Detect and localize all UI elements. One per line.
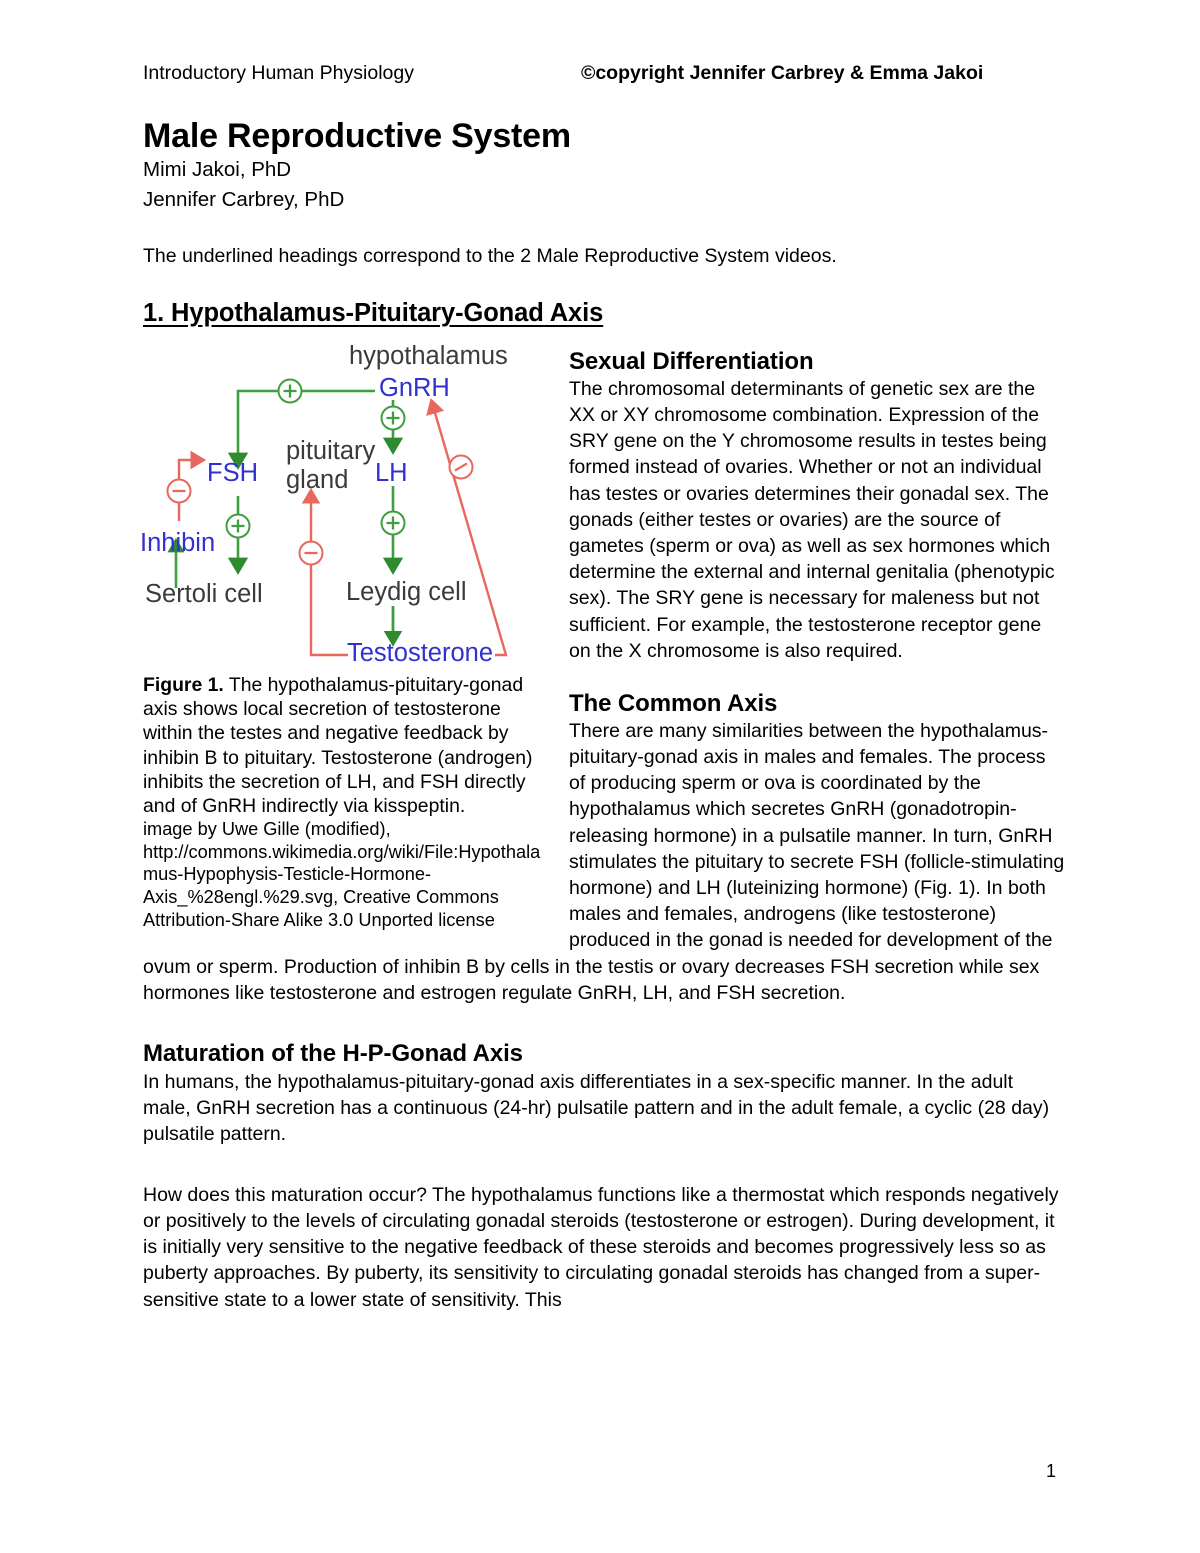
- hpg-axis-svg: [143, 348, 543, 673]
- diagram-node-leydig-cell: Leydig cell: [346, 578, 467, 607]
- diagram-node-pituitary-line1: pituitary: [286, 437, 376, 466]
- section-1-heading-wrap: [143, 269, 1065, 328]
- page-title: Male Reproductive System: [143, 117, 571, 156]
- diagram-node-testosterone: Testosterone: [347, 639, 494, 668]
- figure-1-caption: [143, 673, 539, 818]
- sexual-differentiation-heading: Sexual Differentiation: [569, 348, 814, 376]
- diagram-node-pituitary-line2: gland: [286, 466, 349, 495]
- maturation-heading: Maturation of the H-P-Gonad Axis: [143, 1040, 523, 1068]
- diagram-node-hypothalamus: hypothalamus: [349, 342, 508, 371]
- common-axis-heading: The Common Axis: [569, 690, 778, 718]
- diagram-node-gnrh: GnRH: [379, 374, 450, 403]
- common-axis-body: There are many similarities between the hypothalamus-pituitary-gonad axis in males and females. The process of producing sperm or ova is coordinated by the hypothalamus which secretes GnRH (gonadotropin-releasing hormone) in a pulsatile manner. In turn, GnRH stimulates the pituitary to secrete FSH (follicle-stimulating hormone) and LH (luteinizing hormone) (Fig. 1). In both males and females, androgens (like testosterone) produced in the gonad is needed for development of the ovum or sperm. Production of inhibin B by cells in the testis or ovary decreases FSH secretion while sex hormones like testosterone and estrogen regulate GnRH, LH, and FSH secretion.: [143, 719, 1065, 1004]
- author-1: Mimi Jakoi, PhD: [143, 158, 292, 182]
- maturation-paragraph-2: How does this maturation occur? The hypothalamus functions like a thermostat which responds negatively or positively to the levels of circulating gonadal steroids (testosterone or estrogen). During development, it is initially very sensitive to the negative feedback of these steroids and becomes progressively less so as puberty approaches. By puberty, its sensitivity to circulating gonadal steroids has changed from a super-sensitive state to a lower state of sensitivity. This: [143, 1183, 1059, 1311]
- intro-note: The underlined headings correspond to the 2 Male Reproductive System videos.: [143, 244, 837, 267]
- figure-and-text-region: [140, 342, 1065, 1006]
- figure-1-caption-text: The hypothalamus-pituitary-gonad axis shows local secretion of testosterone within the testes and negative feedback by inhibin B to pituitary. Testosterone (androgen) inhibits the secretion of LH, and FSH directly and of GnRH indirectly via kisspeptin.: [143, 674, 533, 817]
- author-2: Jennifer Carbrey, PhD: [143, 187, 345, 211]
- maturation-paragraph-1: In humans, the hypothalamus-pituitary-gonad axis differentiates in a sex-specific manner. In the adult male, GnRH secretion has a continuous (24-hr) pulsatile pattern and in the adult female, a cyclic (28 day) pulsatile pattern.: [143, 1071, 1050, 1146]
- page-number: 1: [1046, 1461, 1057, 1481]
- figure-1-credit: image by Uwe Gille (modified), http://commons.wikimedia.org/wiki/File:Hypothalamus-Hypophysis-Testicle-Hormone-Axis_%28engl.%29.svg, Creative Commons Attribution-Share Alike 3.0 Unported license: [143, 818, 541, 930]
- diagram-node-fsh: FSH: [207, 459, 258, 488]
- running-header: [143, 0, 1065, 85]
- section-1-heading: 1. Hypothalamus-Pituitary-Gonad Axis: [143, 299, 604, 328]
- diagram-node-inhibin: Inhibin: [140, 529, 216, 558]
- page-content: [140, 0, 1065, 1313]
- diagram-node-lh: LH: [375, 459, 408, 488]
- running-header-left: Introductory Human Physiology: [143, 62, 414, 84]
- running-header-copyright: ©copyright Jennifer Carbrey & Emma Jakoi: [580, 62, 984, 84]
- figure-1-caption-label: Figure 1.: [143, 674, 224, 697]
- sexual-differentiation-body: The chromosomal determinants of genetic sex are the XX or XY chromosome combination. Expression of the SRY gene on the Y chromosome results in testes being formed instead of ovaries. Whether or not an individual has testes or ovaries determines their gonadal sex. The gonads (either testes or ovaries) are the source of gametes (sperm or ova) as well as sex hormones which determine the external and internal genitalia (phenotypic sex). The SRY gene is necessary for maleness but not sufficient. For example, the testosterone receptor gene on the X chromosome is also required.: [569, 377, 1055, 662]
- diagram-node-sertoli-cell: Sertoli cell: [145, 580, 263, 609]
- figure-1-diagram: [140, 342, 543, 673]
- figure-column: [140, 342, 551, 932]
